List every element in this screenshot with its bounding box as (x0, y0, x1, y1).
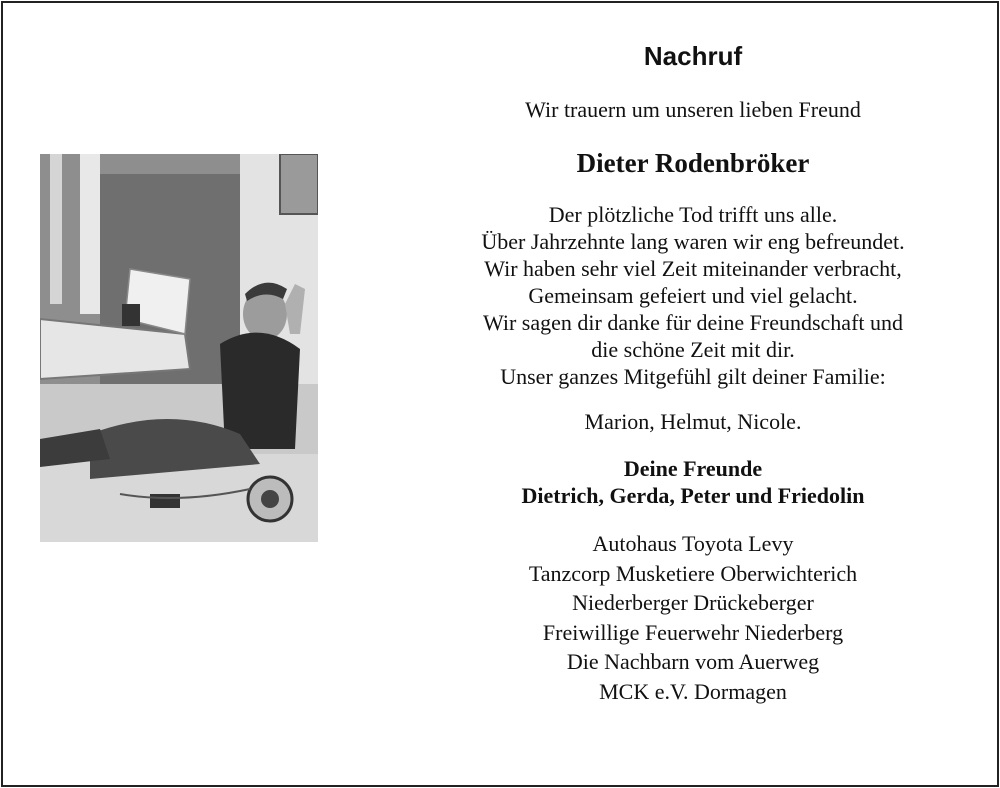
organization-item: MCK e.V. Dormagen (599, 678, 787, 704)
deceased-name: Dieter Rodenbröker (576, 148, 810, 178)
friends-heading: Deine Freunde (623, 456, 763, 481)
poem-line: Wir sagen dir danke für deine Freundschaft und (482, 310, 904, 335)
obituary-frame (1, 1, 999, 787)
family-names: Marion, Helmut, Nicole. (584, 409, 802, 434)
poem-line: Der plötzliche Tod trifft uns alle. (548, 202, 838, 227)
poem-line: Über Jahrzehnte lang waren wir eng befreundet. (481, 229, 905, 254)
poem-line: die schöne Zeit mit dir. (591, 337, 795, 362)
page-title: Nachruf (643, 41, 743, 71)
organization-item: Freiwillige Feuerwehr Niederberg (542, 619, 844, 645)
poem-line: Unser ganzes Mitgefühl gilt deiner Familie: (500, 364, 886, 389)
organization-item: Niederberger Drückeberger (572, 590, 814, 615)
obituary-text (393, 39, 993, 706)
organization-item: Autohaus Toyota Levy (592, 531, 794, 556)
organization-item: Die Nachbarn vom Auerweg (566, 649, 820, 674)
intro-text: Wir trauern um unseren lieben Freund (525, 97, 861, 122)
poem (393, 201, 993, 390)
organizations-list (393, 529, 993, 706)
memorial-photo (40, 154, 318, 542)
organization-item: Tanzcorp Musketiere Oberwichterich (528, 560, 858, 586)
friends-names: Dietrich, Gerda, Peter und Friedolin (521, 483, 865, 508)
poem-line: Gemeinsam gefeiert und viel gelacht. (528, 283, 858, 308)
friends-block (393, 455, 993, 509)
poem-line: Wir haben sehr viel Zeit miteinander verbracht, (484, 256, 902, 281)
